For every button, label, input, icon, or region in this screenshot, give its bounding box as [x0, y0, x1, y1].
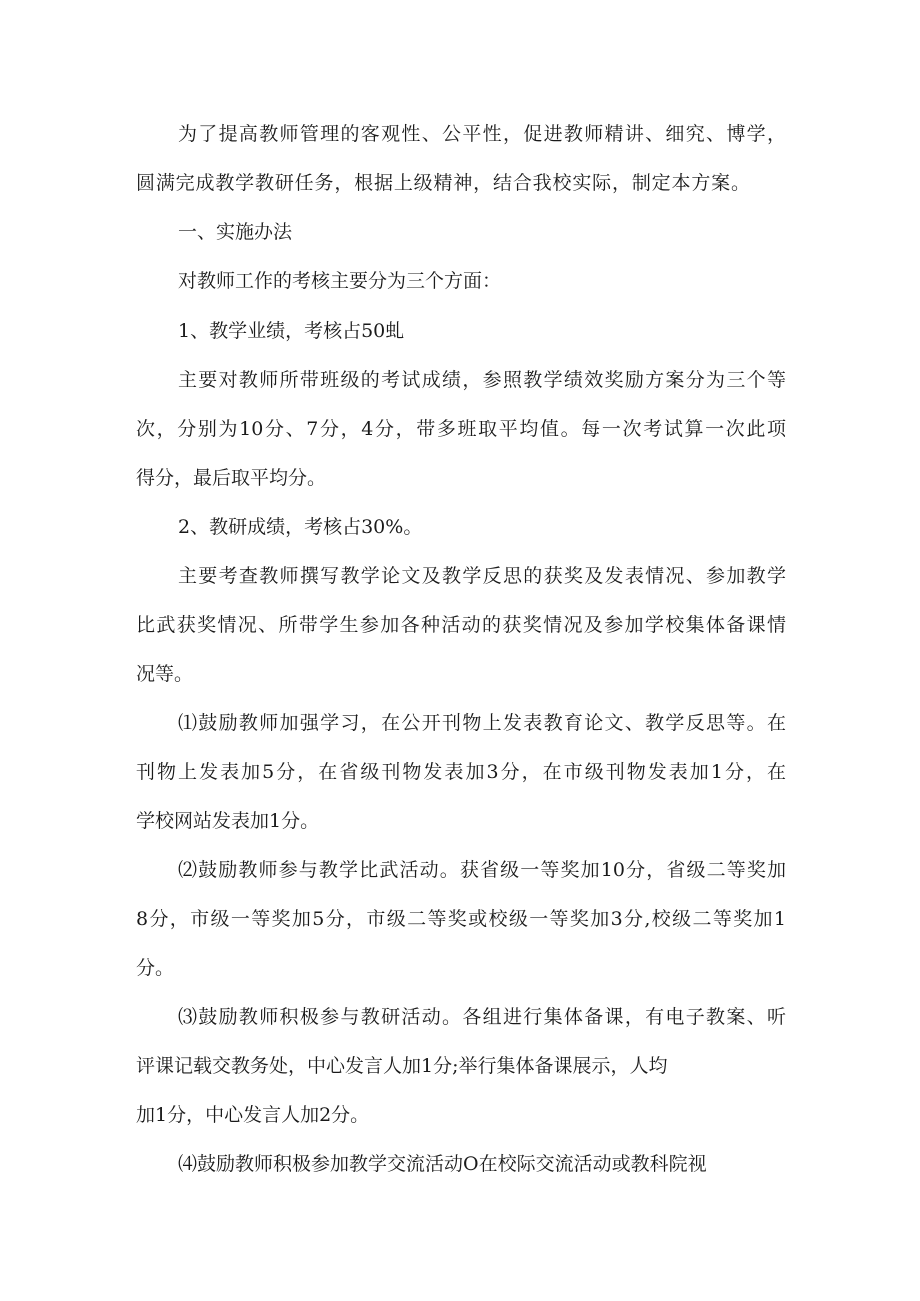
sub-item-1-line-2: 刊物上发表加5分，在省级刊物发表加3分，在市级刊物发表加1分，在	[136, 761, 786, 783]
para-3-line-1: 主要对教师所带班级的考试成绩，参照教学绩效奖励方案分为三个等	[178, 369, 786, 391]
item-2-heading: 2、教研成绩，考核占30%。	[178, 516, 423, 538]
para-4-line-3: 况等。	[136, 663, 194, 685]
para-4-line-2: 比武获奖情况、所带学生参加各种活动的获奖情况及参加学校集体备课情	[136, 614, 786, 636]
sub-item-3-line-3: 加1分，中心发言人加2分。	[136, 1104, 370, 1126]
item-1-heading: 1、教学业绩，考核占50虬	[178, 320, 405, 342]
sub-item-2-line-3: 分。	[136, 957, 175, 979]
para-4-line-1: 主要考查教师撰写教学论文及教学反思的获奖及发表情况、参加教学	[178, 565, 786, 587]
sub-item-1-line-3: 学校网站发表加1分。	[136, 810, 320, 832]
para-2-line-1: 对教师工作的考核主要分为三个方面：	[178, 270, 502, 292]
sub-item-2-line-2: 8分，市级一等奖加5分，市级二等奖或校级一等奖加3分,校级二等奖加1	[136, 908, 786, 930]
para-3-line-2: 次，分别为10分、7分，4分，带多班取平均值。每一次考试算一次此项	[136, 418, 786, 440]
sub-item-4-line-1: ⑷鼓励教师积极参加教学交流活动O在校际交流活动或教科院视	[178, 1153, 707, 1175]
section-heading-implementation: 一、实施办法	[178, 221, 293, 243]
sub-item-1-line-1: ⑴鼓励教师加强学习，在公开刊物上发表教育论文、教学反思等。在	[178, 712, 786, 734]
sub-item-3-line-2: 评课记载交教务处，中心发言人加1分;举行集体备课展示，人均	[136, 1055, 668, 1077]
para-1-line-2: 圆满完成教学教研任务，根据上级精神，结合我校实际，制定本方案。	[136, 172, 750, 194]
para-3-line-3: 得分，最后取平均分。	[136, 467, 327, 489]
sub-item-2-line-1: ⑵鼓励教师参与教学比武活动。获省级一等奖加10分，省级二等奖加	[178, 859, 786, 881]
para-1-line-1: 为了提高教师管理的客观性、公平性，促进教师精讲、细究、博学，	[178, 123, 786, 145]
sub-item-3-line-1: ⑶鼓励教师积极参与教研活动。各组进行集体备课，有电子教案、听	[178, 1006, 786, 1028]
